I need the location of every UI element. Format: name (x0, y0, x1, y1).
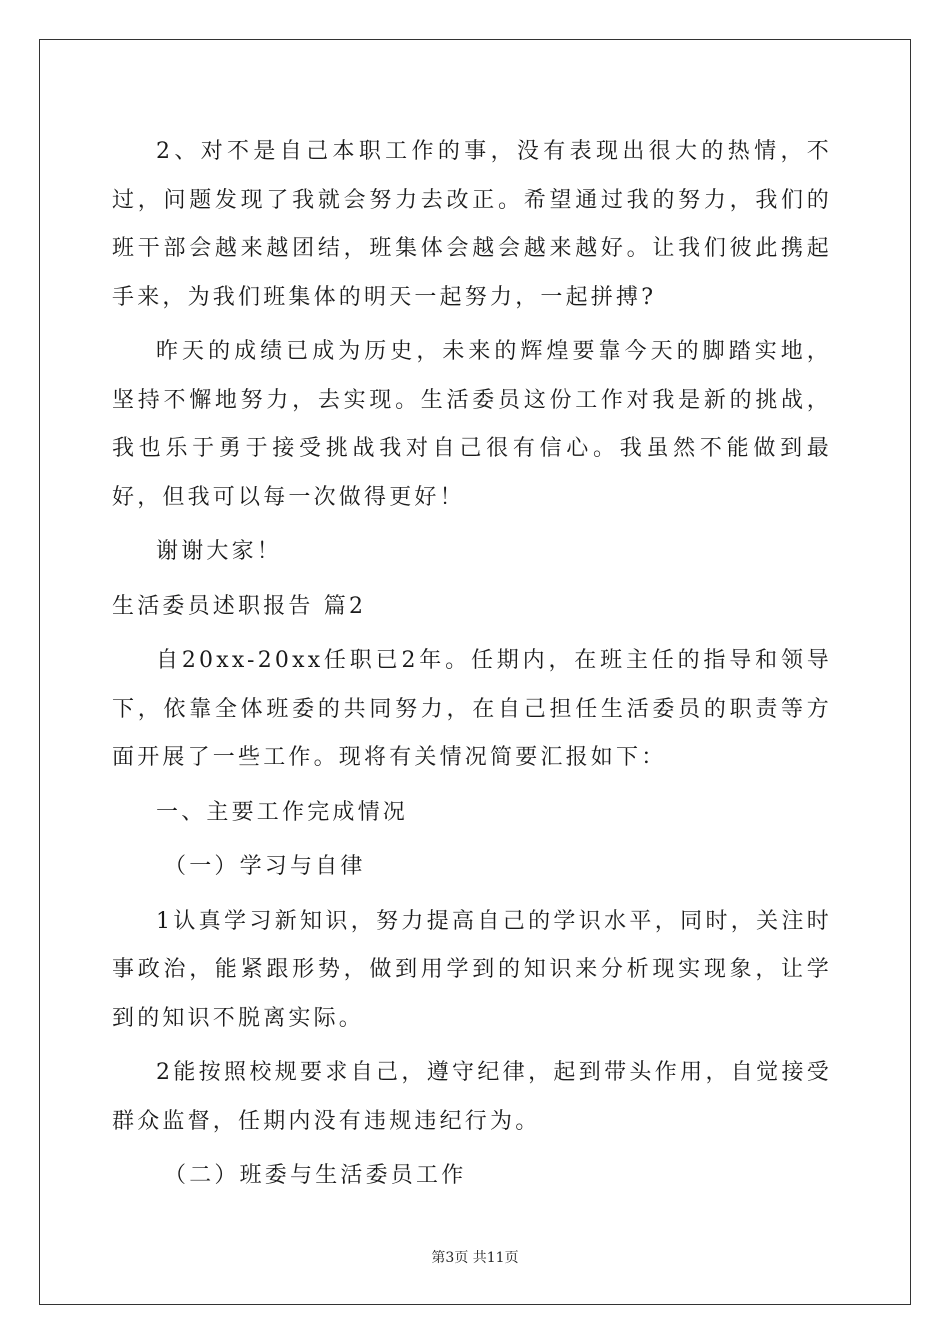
sub-heading: （一）学习与自律 (164, 854, 366, 879)
paragraph: 1认真学习新知识，努力提高自己的学识水平，同时，关注时事政治，能紧跟形势，做到用学到的知识来分析现实现象，让学到的知识不脱离实际。 (112, 908, 832, 1031)
section-title: 生活委员述职报告 篇2 (112, 593, 367, 619)
paragraph: 谢谢大家！ (156, 539, 283, 564)
paragraph: 一、主要工作完成情况 (156, 799, 409, 825)
sub-heading: （二）班委与生活委员工作 (164, 1163, 467, 1188)
paragraph: 2、对不是自己本职工作的事，没有表现出很大的热情，不过，问题发现了我就会努力去改正。希望通过我的努力，我们的班干部会越来越团结，班集体会越会越来越好。让我们彼此携起手来，为我们班集体的明天一起努力，一起拼搏? (112, 139, 832, 310)
paragraph: 2能按照校规要求自己，遵守纪律，起到带头作用，自觉接受群众监督，任期内没有违规违纪行为。 (112, 1060, 832, 1134)
paragraph: 自20xx-20xx任职已2年。任期内，在班主任的指导和领导下，依靠全体班委的共同努力，在自己担任生活委员的职责等方面开展了一些工作。现将有关情况简要汇报如下： (112, 648, 832, 770)
document-body (112, 128, 832, 1201)
paragraph: 昨天的成绩已成为历史，未来的辉煌要靠今天的脚踏实地，坚持不懈地努力，去实现。生活委员这份工作对我是新的挑战，我也乐于勇于接受挑战我对自己很有信心。我虽然不能做到最好，但我可以每一次做得更好！ (112, 339, 832, 510)
page-number: 第3页 共11页 (431, 1250, 519, 1266)
